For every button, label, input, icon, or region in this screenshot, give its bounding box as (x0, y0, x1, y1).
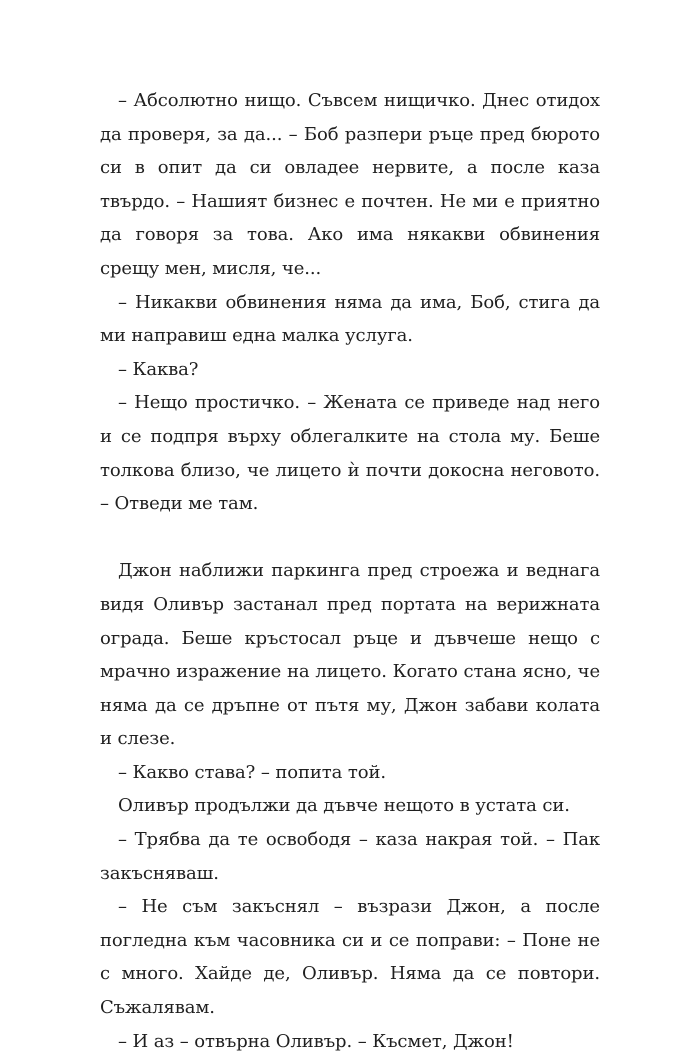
paragraph: – Трябва да те освободя – каза накрая той. – Пак закъсняваш. (100, 829, 600, 884)
paragraph: – И аз – отвърна Оливър. – Късмет, Джон! (118, 1030, 514, 1052)
book-page (100, 84, 600, 1058)
paragraph: – Не съм закъснял – възрази Джон, а после погледна към часовника си и се поправи: – Поне не с много. Хайде де, Оливър. Няма да се повтори. Съжалявам. (100, 896, 600, 1019)
paragraph: Оливър продължи да дъвче нещото в устата си. (118, 795, 570, 817)
section-break (100, 521, 600, 555)
paragraph: – Нещо простичко. – Жената се приведе над него и се подпря върху облегалките на стола му. Беше толкова близо, че лицето ѝ почти докосна неговото. – Отведи ме там. (100, 392, 600, 515)
paragraph: Джон наближи паркинга пред строежа и веднага видя Оливър застанал пред портата на верижната ограда. Беше кръстосал ръце и дъвчеше нещо с мрачно изражение на лицето. Когато стана ясно, че няма да се дръпне от пътя му, Джон забави колата и слезе. (100, 560, 600, 750)
paragraph: – Каква? (118, 358, 199, 380)
paragraph: – Какво става? – попита той. (118, 761, 387, 783)
paragraph: – Абсолютно нищо. Съвсем нищичко. Днес отидох да проверя, за да... – Боб разпери ръце пред бюрото си в опит да си овладее нервите, а после каза твърдо. – Нашият бизнес е почтен. Не ми е приятно да говоря за това. Ако има някакви обвинения срещу мен, мисля, че... (100, 90, 600, 279)
paragraph: – Никакви обвинения няма да има, Боб, стига да ми направиш една малка услуга. (100, 291, 600, 347)
